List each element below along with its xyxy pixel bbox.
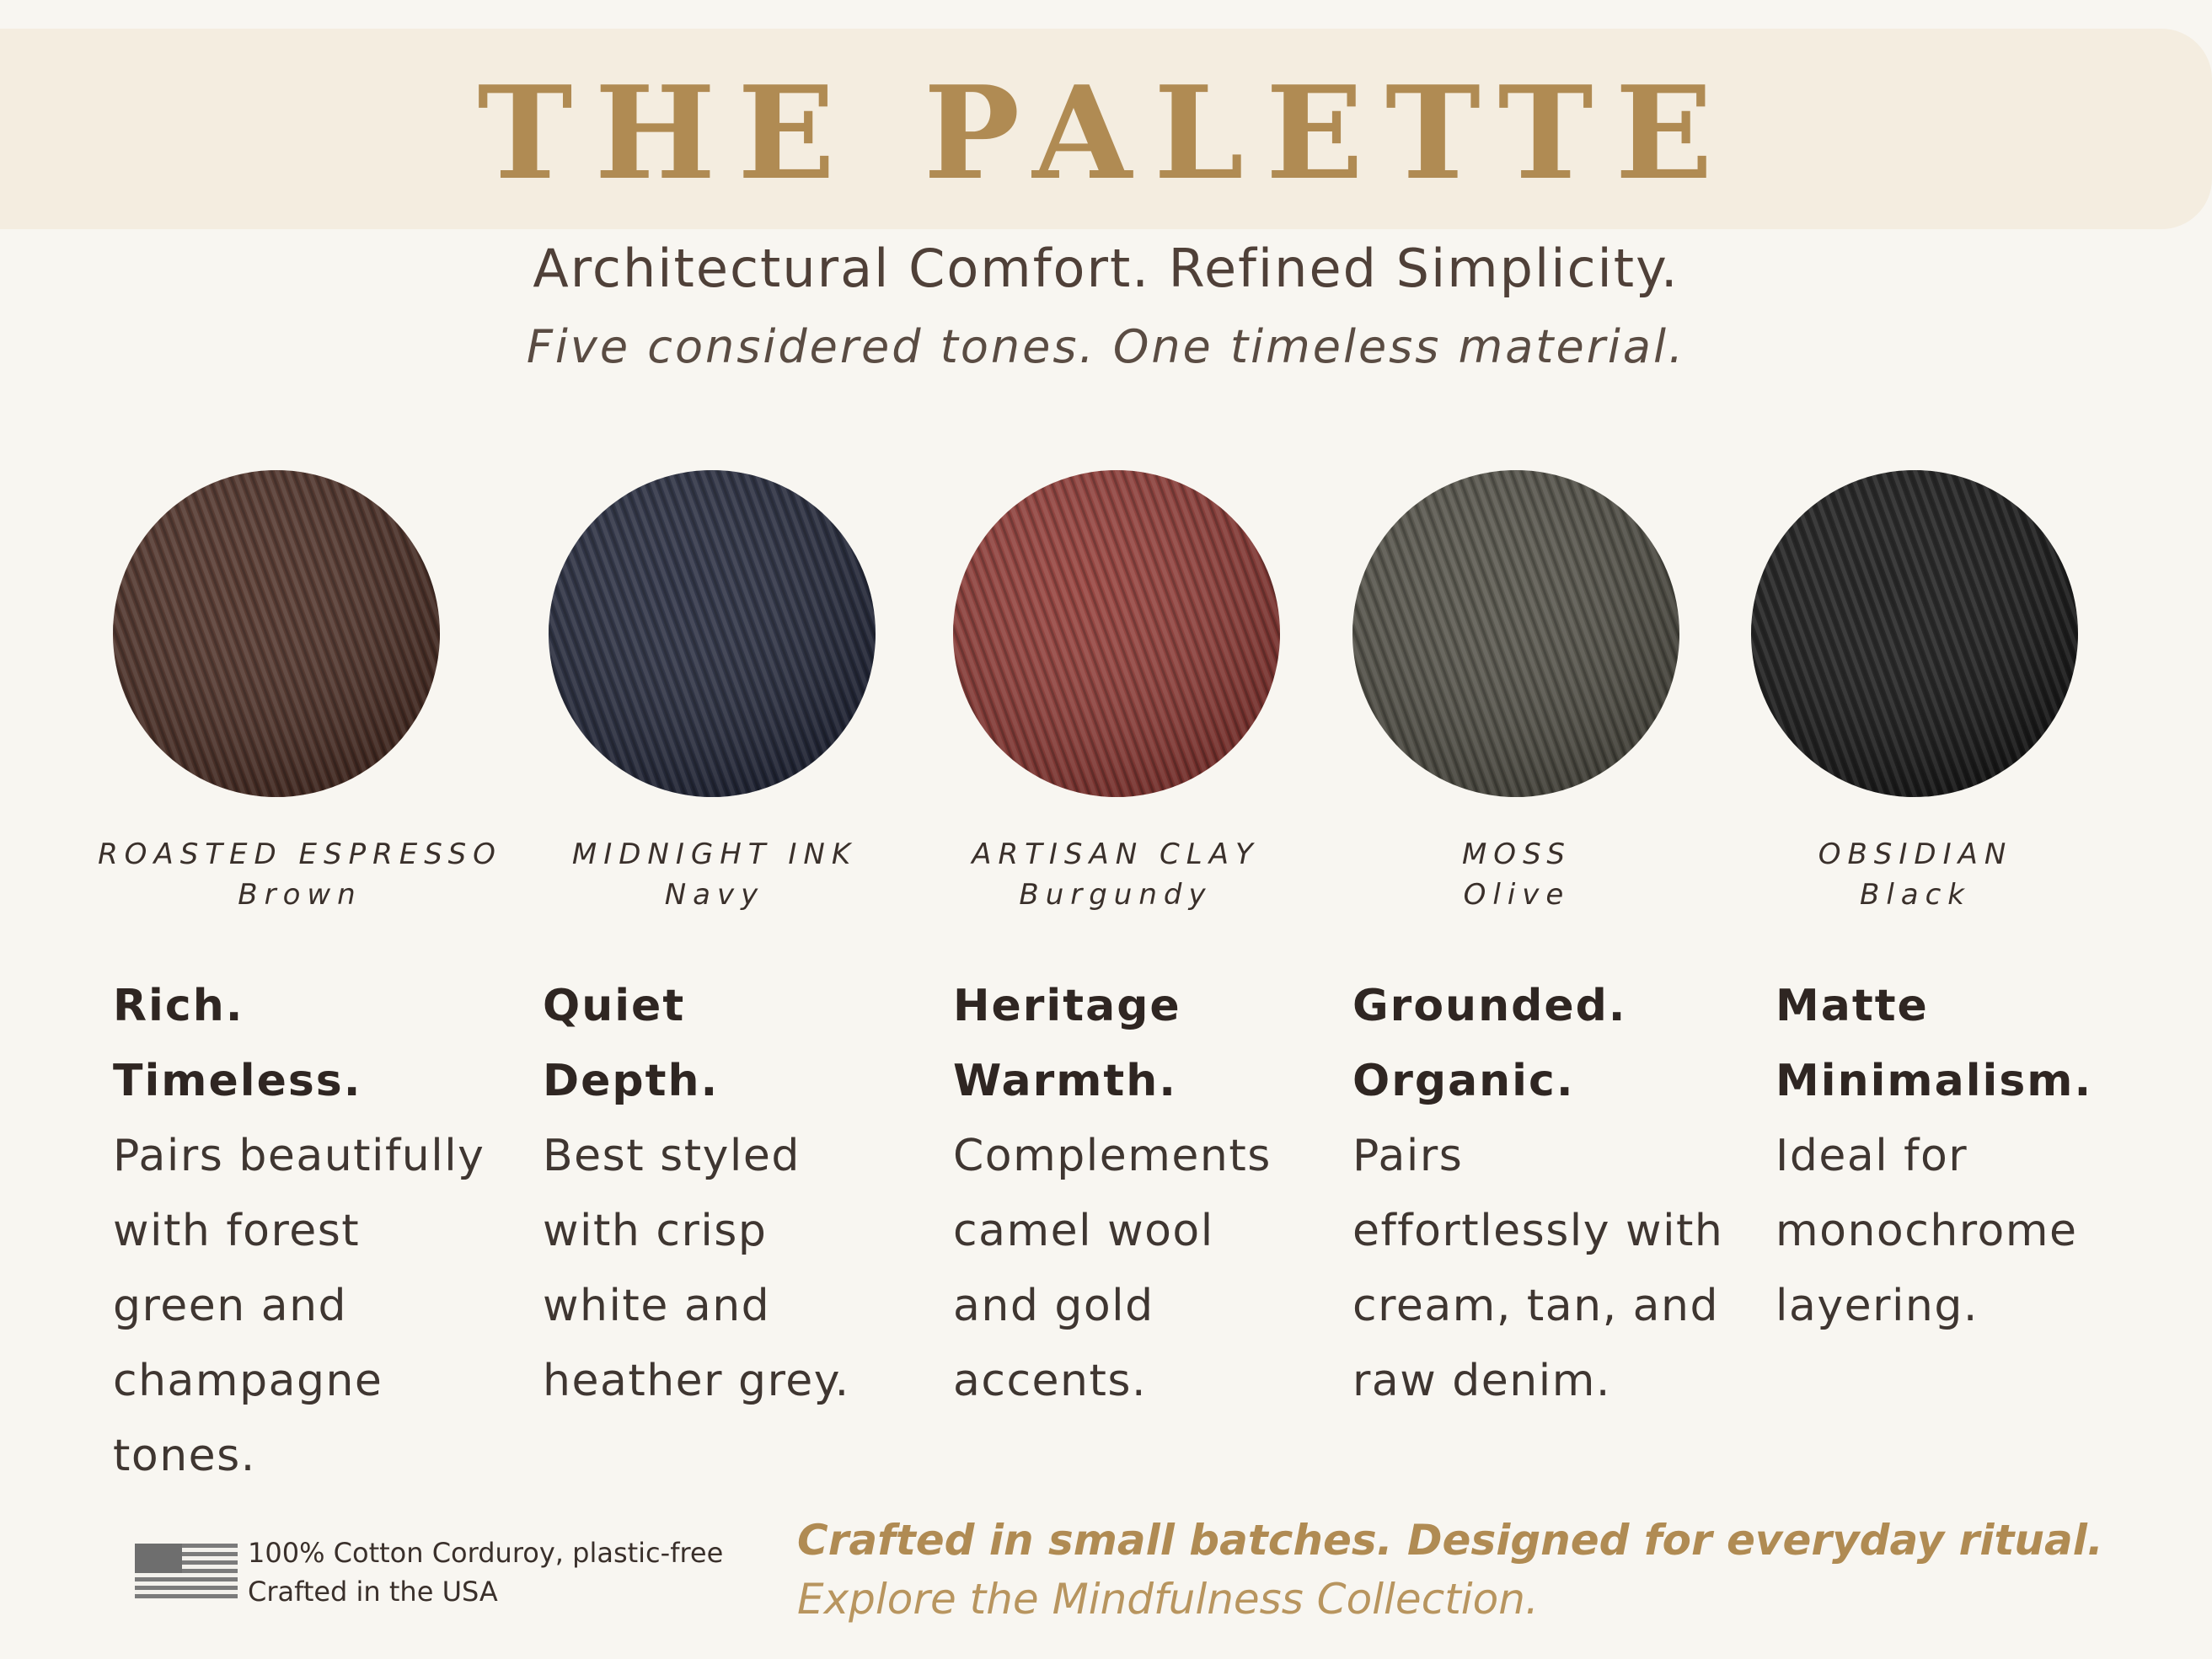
description-body-line: champagne xyxy=(113,1356,383,1406)
swatch-tone: Burgundy xyxy=(1019,878,1213,912)
swatch-name: OBSIDIAN xyxy=(1818,838,2013,871)
page-tagline: Five considered tones. One timeless material. xyxy=(526,320,1686,373)
description-artisan-clay xyxy=(953,969,1272,1419)
page-subtitle: Architectural Comfort. Refined Simplicity. xyxy=(533,238,1679,299)
description-body-line: heather grey. xyxy=(543,1356,850,1406)
material-line: 100% Cotton Corduroy, plastic-free xyxy=(248,1537,724,1569)
page-title: THE PALETTE xyxy=(477,57,1735,208)
swatch-tone: Olive xyxy=(1463,878,1571,912)
swatch-roasted-espresso xyxy=(113,470,440,797)
description-body-line: green and xyxy=(113,1281,348,1331)
description-heading-line: Depth. xyxy=(543,1056,720,1106)
swatch-moss xyxy=(1352,470,1679,797)
description-body-line: with crisp xyxy=(543,1206,768,1256)
swatch-midnight-ink xyxy=(549,470,876,797)
description-heading-line: Minimalism. xyxy=(1775,1056,2093,1106)
description-body-line: white and xyxy=(543,1281,771,1331)
description-heading-line: Organic. xyxy=(1352,1056,1575,1106)
swatch-name: MIDNIGHT INK xyxy=(571,838,858,871)
swatch-name: ARTISAN CLAY xyxy=(972,838,1260,871)
description-body-line: layering. xyxy=(1775,1281,1979,1331)
description-body-line: Complements xyxy=(953,1131,1272,1181)
description-heading-line: Rich. xyxy=(113,981,244,1031)
description-body-line: camel wool xyxy=(953,1206,1214,1256)
description-heading-line: Warmth. xyxy=(953,1056,1178,1106)
swatch-tone: Black xyxy=(1860,878,1971,912)
origin-line: Crafted in the USA xyxy=(248,1576,498,1608)
description-body-line: tones. xyxy=(113,1431,256,1481)
collection-link[interactable]: Explore the Mindfulness Collection. xyxy=(797,1575,1539,1624)
swatch-label-roasted-espresso xyxy=(81,834,519,915)
description-body-line: with forest xyxy=(113,1206,361,1256)
swatch-tone: Navy xyxy=(664,878,765,912)
description-body-line: Ideal for xyxy=(1775,1131,1968,1181)
description-heading-line: Matte xyxy=(1775,981,1929,1031)
swatch-artisan-clay xyxy=(953,470,1280,797)
material-note xyxy=(248,1533,723,1611)
description-body-line: cream, tan, and xyxy=(1352,1281,1719,1331)
swatch-name: ROASTED ESPRESSO xyxy=(98,838,502,871)
swatch-tone: Brown xyxy=(238,878,362,912)
swatch-name: MOSS xyxy=(1461,838,1572,871)
description-obsidian xyxy=(1775,969,2092,1344)
description-moss xyxy=(1352,969,1723,1419)
description-body-line: Pairs xyxy=(1352,1131,1464,1181)
swatch-label-midnight-ink xyxy=(495,834,934,915)
description-body-line: Pairs beautifully xyxy=(113,1131,485,1181)
description-heading-line: Quiet xyxy=(543,981,686,1031)
promo-line: Crafted in small batches. Designed for everyday ritual. xyxy=(797,1516,2103,1565)
description-body-line: Best styled xyxy=(543,1131,801,1181)
swatch-obsidian xyxy=(1751,470,2078,797)
description-body-line: and gold xyxy=(953,1281,1154,1331)
swatch-label-obsidian xyxy=(1696,834,2134,915)
description-heading-line: Grounded. xyxy=(1352,981,1627,1031)
description-heading-line: Heritage xyxy=(953,981,1181,1031)
description-body-line: raw denim. xyxy=(1352,1356,1611,1406)
us-flag-icon xyxy=(135,1544,238,1599)
description-roasted-espresso xyxy=(113,969,485,1494)
description-body-line: effortlessly with xyxy=(1352,1206,1724,1256)
description-midnight-ink xyxy=(543,969,850,1419)
swatch-label-artisan-clay xyxy=(897,834,1335,915)
description-body-line: accents. xyxy=(953,1356,1148,1406)
swatch-label-moss xyxy=(1298,834,1736,915)
description-heading-line: Timeless. xyxy=(113,1056,362,1106)
description-body-line: monochrome xyxy=(1775,1206,2078,1256)
